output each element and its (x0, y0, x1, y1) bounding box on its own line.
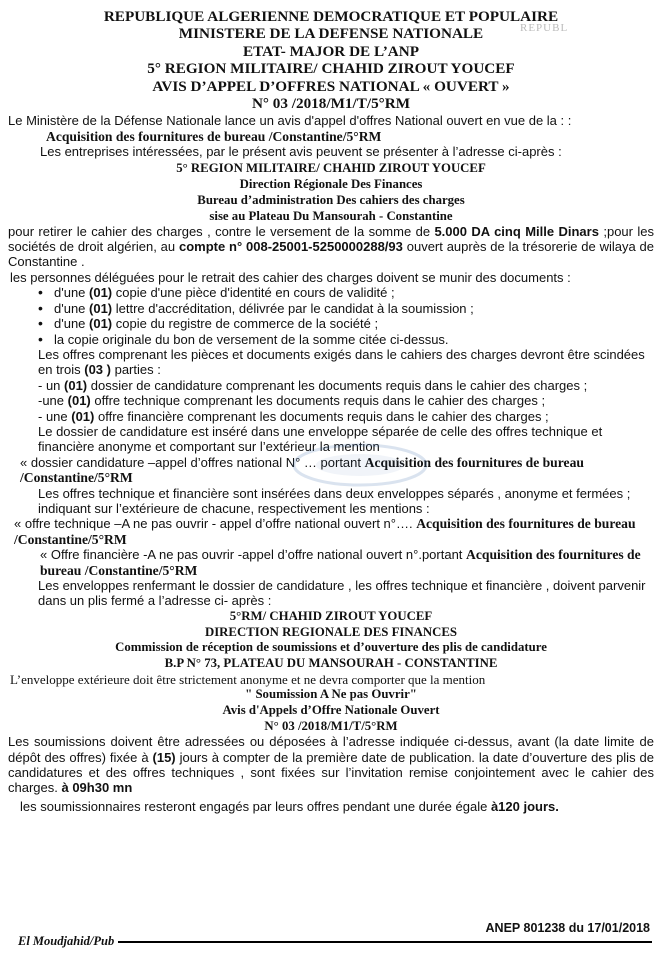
list-item-text: copie d'une pièce d'identité en cours de validité ; (112, 285, 395, 301)
dash-item-financiere (8, 409, 654, 424)
footer-anep-reference: ANEP 801238 du 17/01/2018 (480, 921, 650, 935)
soumissions-text-2: jours à compter de la première date de publication. la date d’ouverture des plis de candidatures et des offres techniques , sont fixées sur l’invitation remise conjointement avec le cahier des charges. (8, 749, 654, 796)
dash-item-technique (8, 393, 654, 408)
address2-bp: B.P N° 73, PLATEAU DU MANSOURAH - CONSTANTINE (164, 656, 498, 671)
soumissions-text: Les soumissions doivent être adressées ou déposées à l’adresse indiquée ci-dessus, avant (la date limite de dépôt des offres) fixée à (8, 734, 654, 765)
address-bureau: Bureau d’administration Des cahiers des charges (197, 192, 465, 207)
offres-text: Les offres comprenant les pièces et documents exigés dans le cahiers des charges devront être scindées en trois (38, 346, 645, 378)
footer-source: El Moudjahid/Pub (18, 934, 118, 949)
mention-reference: N° 03 /2018/M1/T/5°RM (264, 718, 398, 733)
retrait-account: compte n° 008-25001-5250000288/93 (178, 239, 403, 255)
dash-text: offre technique comprenant les documents requis dans le cahier des charges ; (90, 393, 546, 409)
header-region: 5° REGION MILITAIRE/ CHAHID ZIROUT YOUCEF (147, 60, 515, 78)
paragraph-intro: Le Ministère de la Défense Nationale lance un avis d'appel d'offres National ouvert en vue de la : : (8, 113, 572, 129)
list-item-text: d'une (54, 285, 90, 301)
mention-technique (8, 516, 654, 547)
dash-text: - un (38, 377, 65, 393)
mention-object: Acquisition des fournitures de bureau /Constantine/5°RM (20, 454, 584, 486)
dash-num: (01) (64, 377, 88, 393)
paragraph-personnes: les personnes déléguées pour le retrait des cahier des charges doivent se munir des documents : (10, 269, 571, 285)
soumissions-time: à 09h30 mn (61, 780, 133, 796)
dash-item-dossier (8, 378, 654, 393)
mention-financiere (8, 547, 654, 578)
dash-text: - une (38, 408, 72, 424)
mention-object: Acquisition des fournitures de bureau /Constantine/5°RM (14, 516, 636, 547)
list-item-text: copie du registre de commerce de la société ; (112, 316, 379, 332)
document-list-item (54, 301, 654, 316)
retrait-amount: 5.000 DA cinq Mille Dinars (434, 223, 599, 239)
paragraph-retrait (8, 224, 654, 270)
address-block (8, 160, 654, 224)
mention-object: Acquisition des fournitures de bureau /Constantine/5°RM (40, 547, 641, 578)
mention-soumission: " Soumission A Ne pas Ouvrir" (245, 687, 417, 702)
corner-watermark: REPUBL (520, 22, 569, 34)
address2-commission: Commission de réception de soumissions et d’ouverture des plis de candidature (115, 640, 547, 655)
paragraph-soumissions (8, 734, 654, 796)
paragraph-offres (8, 347, 654, 378)
dash-text: -une (38, 393, 68, 409)
paragraph-enveloppes: Les enveloppes renfermant le dossier de candidature , les offres technique et financière , doivent parvenir dans un plis fermé a l’adresse ci- après : (38, 578, 646, 609)
mention-dossier (8, 455, 654, 486)
address2-region: 5°RM/ CHAHID ZIROUT YOUCEF (229, 608, 433, 623)
address-block-2 (8, 609, 654, 672)
engagement-duration: à120 jours. (490, 798, 559, 814)
offres-parts: (03 ) (84, 362, 111, 378)
header-ministry: MINISTERE DE LA DEFENSE NATIONALE (178, 25, 484, 43)
header-avis-title: AVIS D’APPEL D’OFFRES NATIONAL « OUVERT » (152, 77, 510, 95)
retrait-text: pour retirer le cahier des charges , contre le versement de la somme de (8, 223, 435, 239)
dash-num: (01) (67, 393, 91, 409)
paragraph-enveloppe-exterieure: L’enveloppe extérieure doit être strictement anonyme et ne devra comporter que la mention (10, 672, 486, 687)
document-list-item (54, 316, 654, 331)
list-item-text: d'une (54, 316, 90, 332)
address-direction: Direction Régionale Des Finances (239, 176, 423, 191)
engagement-text: les soumissionnaires resteront engagés par leurs offres pendant une durée égale (20, 798, 491, 814)
mention-text: « Offre financière -A ne pas ouvrir -appel d’offre national ouvert n°.portant (40, 547, 467, 563)
offres-text-2: parties : (110, 362, 161, 378)
mention-text: « offre technique –A ne pas ouvrir - appel d’offre national ouvert n°…. (14, 516, 417, 532)
dash-text: offre financière comprenant les documents requis dans le cahier des charges ; (94, 408, 549, 424)
retrait-text-3: ouvert auprès de la trésorerie de wilaya de Constantine . (8, 239, 655, 270)
footer-rule (88, 941, 652, 943)
list-item-text: d'une (54, 300, 90, 316)
paragraph-entreprises: Les entreprises intéressées, par le présent avis peuvent se présenter à l’adresse ci-après : (40, 144, 562, 160)
header-reference: N° 03 /2018/M1/T/5°RM (251, 95, 411, 113)
address-region: 5° REGION MILITAIRE/ CHAHID ZIROUT YOUCEF (176, 160, 486, 175)
paragraph-dossier-candidature: Le dossier de candidature est inséré dans une enveloppe séparée de celle des offres technique et financière anonyme et comportant sur l’extérieur la mention (38, 423, 603, 455)
footer (0, 921, 662, 955)
document-list-item (54, 332, 654, 347)
mention-text: « dossier candidature –appel d’offres national N° … portant (20, 454, 365, 470)
mention-block (8, 687, 654, 734)
header-republic: REPUBLIQUE ALGERIENNE DEMOCRATIQUE ET POPULAIRE (103, 8, 559, 25)
address2-direction: DIRECTION REGIONALE DES FINANCES (204, 624, 458, 639)
address-sise: sise au Plateau Du Mansourah - Constantine (209, 208, 453, 223)
list-item-number: (01) (89, 285, 113, 301)
document-list (8, 285, 654, 347)
dash-num: (01) (71, 408, 95, 424)
header-etat-major: ETAT- MAJOR DE L’ANP (243, 42, 419, 60)
list-item-text: lettre d'accréditation, délivrée par le candidat à la soumission ; (112, 300, 474, 316)
list-item-number: (01) (89, 300, 113, 316)
list-item-text: la copie originale du bon de versement de la somme citée ci-dessus. (54, 331, 449, 347)
paragraph-technique-financiere: Les offres technique et financière sont insérées dans deux enveloppes séparés , anonyme et fermées ; indiquant sur l’extérieure de chacune, respectivement les mentions : (38, 485, 631, 516)
retrait-text-2: ;pour les sociétés de droit algérien, au (8, 223, 654, 255)
document-list-item (54, 285, 654, 300)
list-item-number: (01) (89, 316, 113, 332)
soumissions-days: (15) (152, 749, 176, 765)
object-title: Acquisition des fournitures de bureau /Constantine/5°RM (46, 128, 382, 144)
paragraph-engagement (8, 799, 654, 814)
dash-text: dossier de candidature comprenant les documents requis dans le cahier des charges ; (87, 377, 588, 393)
mention-avis: Avis d'Appels d’Offre Nationale Ouvert (222, 703, 440, 717)
